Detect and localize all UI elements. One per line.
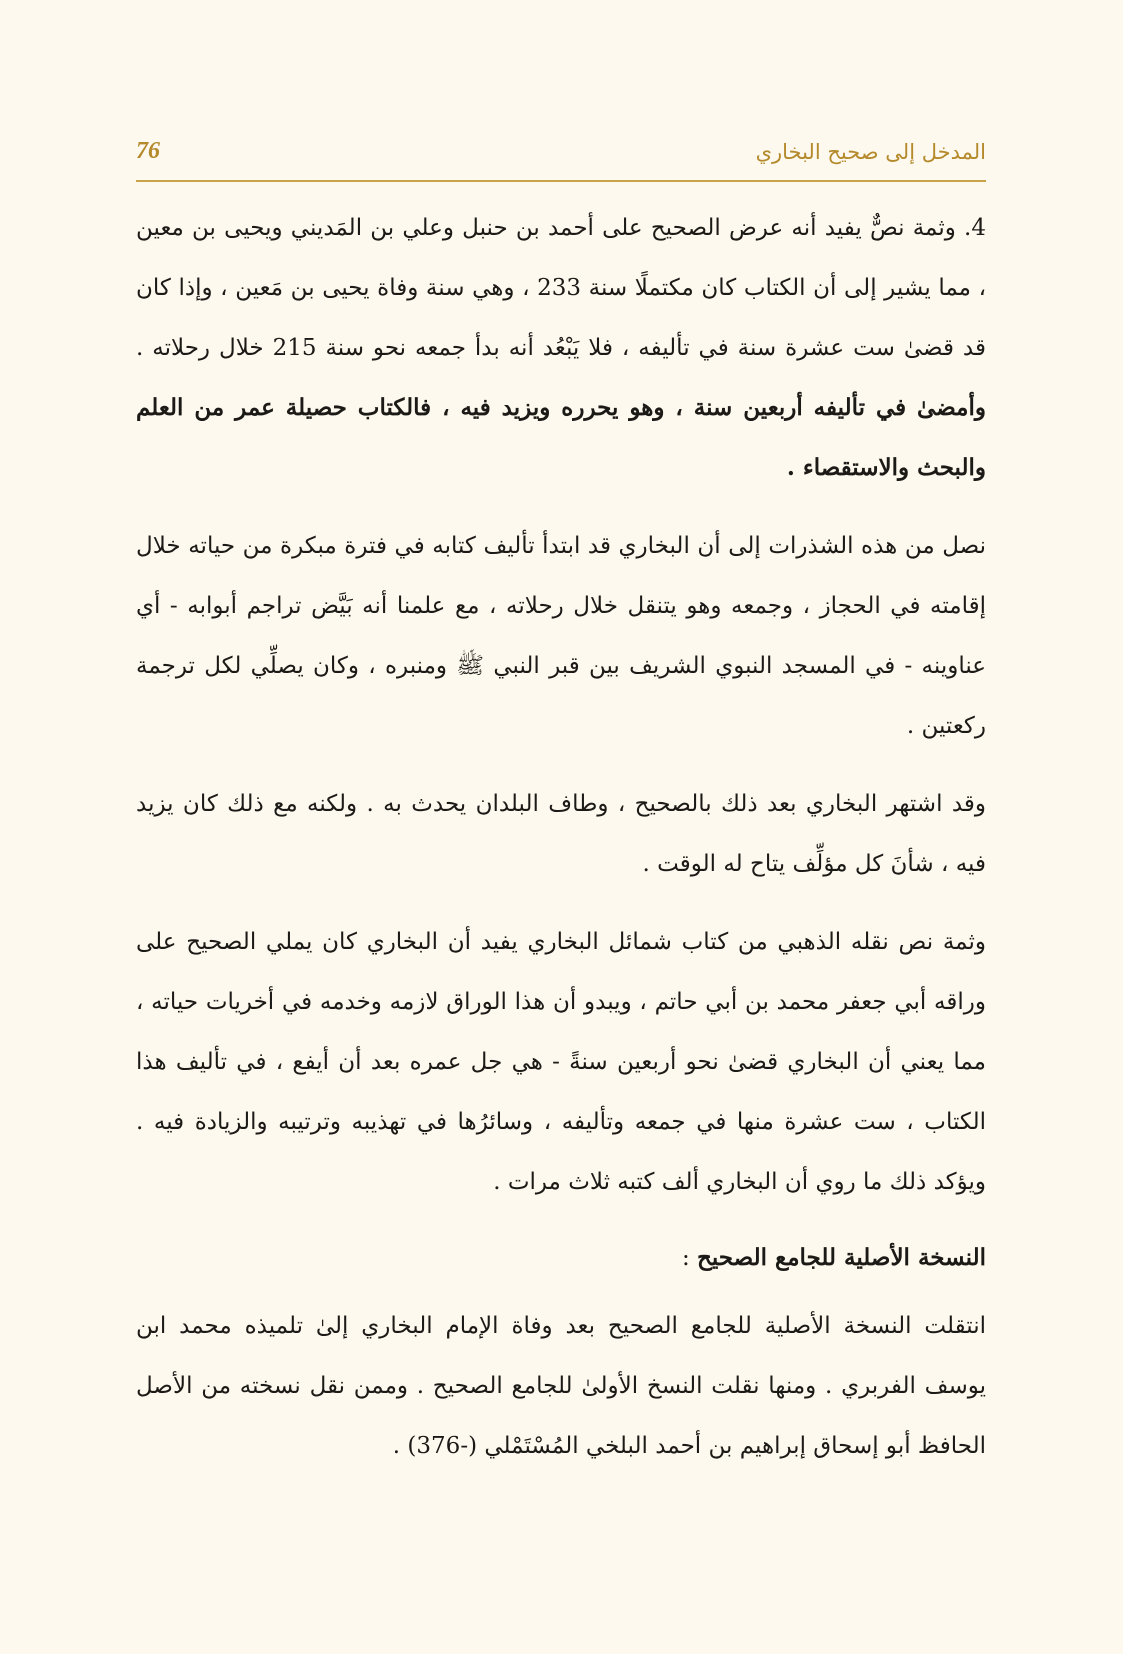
paragraph-4-text: وثمة نص نقله الذهبي من كتاب شمائل البخاري يفيد أن البخاري كان يملي الصحيح على وراقه أبي جعفر محمد بن أبي حاتم ، ويبدو أن هذا الوراق لازمه وخدمه في أخريات حياته ، مما يعني أن البخاري قضىٰ نحو أربعين سنةً - هي جل عمره بعد أن أيفع ، في تأليف هذا الكتاب ، ست عشرة منها في جمعه وتأليفه ، وسائرُها في تهذيبه وترتيبه والزيادة فيه . ويؤكد ذلك ما روي أن البخاري ألف كتبه ثلاث مرات . <box>136 929 986 1195</box>
book-title: المدخل إلى صحيح البخاري <box>755 140 986 164</box>
page-number: 76 <box>136 138 160 164</box>
running-header <box>136 126 986 182</box>
paragraph-3 <box>136 774 986 894</box>
paragraph-3-text: وقد اشتهر البخاري بعد ذلك بالصحيح ، وطاف البلدان يحدث به . ولكنه مع ذلك كان يزيد فيه ، شأنَ كل مؤلِّف يتاح له الوقت . <box>136 791 986 877</box>
body-text <box>136 198 986 1476</box>
paragraph-2-text: نصل من هذه الشذرات إلى أن البخاري قد ابتدأ تأليف كتابه في فترة مبكرة من حياته خلال إقامته في الحجاز ، وجمعه وهو يتنقل خلال رحلاته ، مع علمنا أنه بَيَّض تراجم أبوابه - أي عناوينه - في المسجد النبوي الشريف بين قبر النبي ﷺ ومنبره ، وكان يصلِّي لكل ترجمة ركعتين . <box>136 533 986 739</box>
paragraph-1-text: 4. وثمة نصٌّ يفيد أنه عرض الصحيح على أحمد بن حنبل وعلي بن المَديني ويحيى بن معين ، مما يشير إلى أن الكتاب كان مكتملًا سنة 233 ، وهي سنة وفاة يحيى بن مَعين ، وإذا كان قد قضىٰ ست عشرة سنة في تأليفه ، فلا يَبْعُد أنه بدأ جمعه نحو سنة 215 خلال رحلاته . <box>136 215 986 361</box>
paragraph-4 <box>136 912 986 1212</box>
section-heading-colon: : <box>681 1245 697 1271</box>
section-heading <box>136 1230 986 1286</box>
paragraph-2 <box>136 516 986 756</box>
paragraph-1 <box>136 198 986 498</box>
section-paragraph <box>136 1296 986 1476</box>
paragraph-1-bold-text: وأمضىٰ في تأليفه أربعين سنة ، وهو يحرره ويزيد فيه ، فالكتاب حصيلة عمر من العلم والبحث والاستقصاء . <box>136 394 986 481</box>
section-paragraph-text: انتقلت النسخة الأصلية للجامع الصحيح بعد وفاة الإمام البخاري إلىٰ تلميذه محمد ابن يوسف الفربري . ومنها نقلت النسخ الأولىٰ للجامع الصحيح . وممن نقل نسخته من الأصل الحافظ أبو إسحاق إبراهيم بن أحمد البلخي المُسْتَمْلي (-376) . <box>136 1313 986 1459</box>
section-heading-text: النسخة الأصلية للجامع الصحيح <box>697 1244 986 1271</box>
book-page <box>136 126 986 1546</box>
